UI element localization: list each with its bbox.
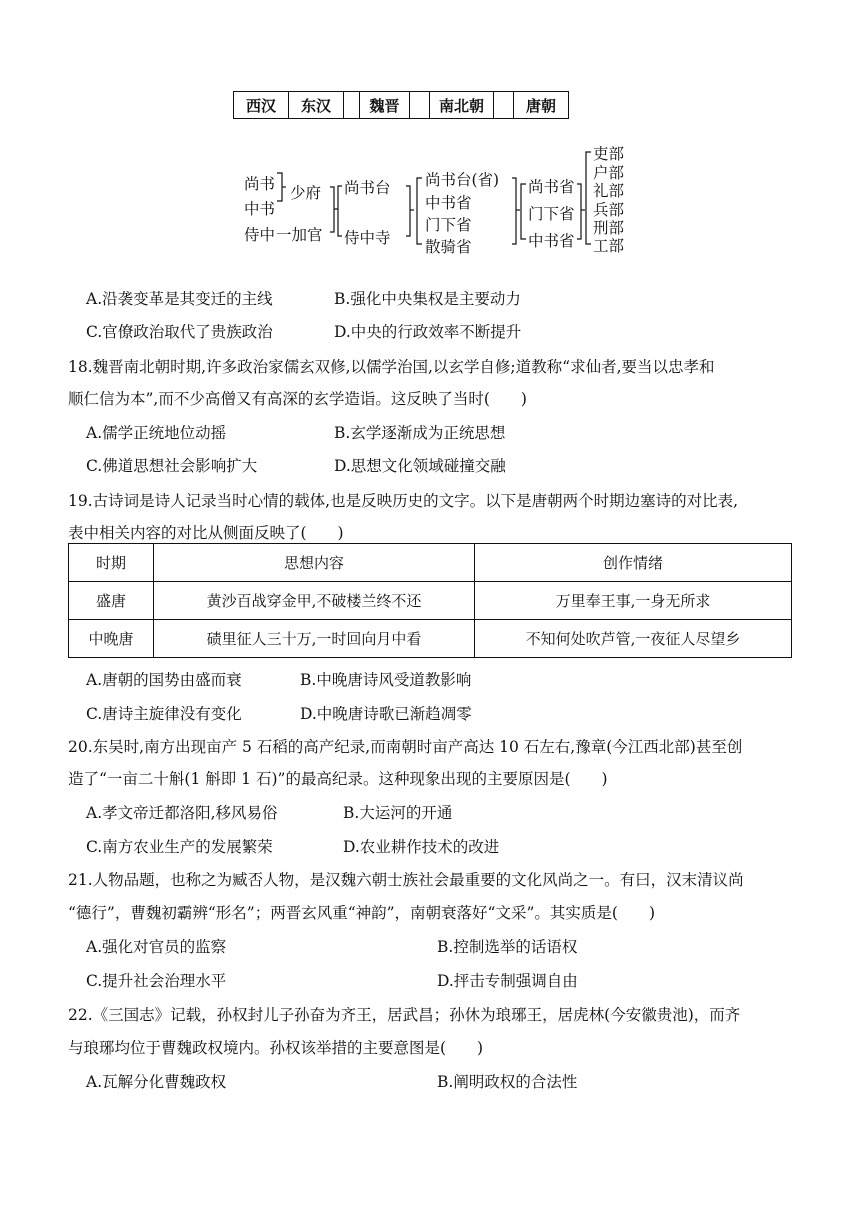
timeline-cell: 南北朝 [430, 92, 494, 118]
option-a: A.强化对官员的监察 [86, 938, 227, 956]
diagram-label: 侍中寺 [344, 229, 391, 247]
table-row [69, 620, 792, 658]
question-18-stem: 顺仁信为本”,而不少高僧又有高深的玄学造诣。这反映了当时( ) [68, 390, 527, 408]
option-c: C.佛道思想社会影响扩大 [86, 457, 258, 475]
diagram-label: 兵部 [593, 201, 625, 219]
option-a: A.瓦解分化曹魏政权 [86, 1073, 227, 1091]
diagram-label: 尚书台 [344, 179, 391, 197]
option-c: C.唐诗主旋律没有变化 [86, 705, 242, 723]
table-row [69, 582, 792, 620]
diagram-label: 散骑省 [425, 238, 472, 256]
question-19-stem: 19.古诗词是诗人记录当时心情的载体,也是反映历史的文字。以下是唐朝两个时期边塞诗的对比表, [68, 492, 739, 510]
diagram-label: 户部 [593, 164, 625, 182]
table-cell: 中晚唐 [69, 620, 154, 658]
diagram-label: 尚书 [244, 175, 276, 193]
diagram-label: 中书省 [425, 194, 472, 212]
government-evolution-diagram [230, 140, 650, 260]
timeline-gap [494, 92, 514, 118]
option-d: D.思想文化领域碰撞交融 [334, 457, 506, 475]
timeline-gap [410, 92, 430, 118]
option-d: D.抨击专制强调自由 [437, 972, 578, 990]
table-cell: 万里奉王事,一身无所求 [475, 582, 792, 620]
option-d: D.中央的行政效率不断提升 [334, 323, 522, 341]
option-d: D.农业耕作技术的改进 [343, 838, 500, 856]
timeline-cell: 东汉 [289, 92, 344, 118]
option-a: A.儒学正统地位动摇 [86, 424, 227, 442]
question-22-stem: 与琅琊均位于曹魏政权境内。孙权该举措的主要意图是( ) [68, 1039, 484, 1057]
option-a: A.沿袭变革是其变迁的主线 [86, 290, 273, 308]
diagram-label: 刑部 [593, 219, 625, 237]
question-20-stem: 造了“一亩二十斛(1 斛即 1 石)”的最高纪录。这种现象出现的主要原因是( ) [68, 770, 608, 788]
diagram-label: 礼部 [593, 182, 625, 200]
option-d: D.中晚唐诗歌已渐趋凋零 [300, 705, 472, 723]
diagram-label: 一加官 [276, 226, 323, 244]
diagram-label: 中书省 [528, 232, 575, 250]
question-22-stem: 22.《三国志》记载，孙权封儿子孙奋为齐王，居武昌；孙休为琅琊王，居虎林(今安徽贵池)，而齐 [68, 1006, 741, 1024]
option-b: B.阐明政权的合法性 [437, 1073, 578, 1091]
table-header-row [69, 544, 792, 582]
diagram-label: 吏部 [593, 145, 625, 163]
question-20-stem: 20.东吴时,南方出现亩产 5 石稻的高产纪录,而南朝时亩产高达 10 石左右,豫章(今江西北部)甚至创 [68, 738, 743, 756]
option-a: A.唐朝的国势由盛而衰 [86, 671, 242, 689]
option-b: B.强化中央集权是主要动力 [334, 290, 521, 308]
table-cell: 盛唐 [69, 582, 154, 620]
diagram-label: 门下省 [425, 216, 472, 234]
option-a: A.孝文帝迁都洛阳,移风易俗 [86, 804, 278, 822]
diagram-label: 工部 [593, 237, 625, 255]
timeline-cell: 西汉 [234, 92, 289, 118]
diagram-label: 侍中 [244, 226, 276, 244]
option-b: B.玄学逐渐成为正统思想 [334, 424, 506, 442]
option-b: B.中晚唐诗风受道教影响 [300, 671, 472, 689]
question-21-stem: 21.人物品题，也称之为臧否人物，是汉魏六朝士族社会最重要的文化风尚之一。有曰，汉末清议尚 [68, 871, 744, 889]
option-c: C.官僚政治取代了贵族政治 [86, 323, 273, 341]
option-c: C.提升社会治理水平 [86, 972, 227, 990]
question-18-stem: 18.魏晋南北朝时期,许多政治家儒玄双修,以儒学治国,以玄学自修;道教称“求仙者,要当以忠孝和 [68, 358, 715, 376]
question-19-stem: 表中相关内容的对比从侧面反映了( ) [68, 524, 344, 542]
option-c: C.南方农业生产的发展繁荣 [86, 838, 273, 856]
diagram-label: 少府 [290, 184, 322, 202]
table-cell: 黄沙百战穿金甲,不破楼兰终不还 [154, 582, 475, 620]
question-21-stem: “德行”，曹魏初霸辨“形名”；两晋玄风重“神韵”，南朝衰落好“文采”。其实质是( ) [68, 904, 655, 922]
option-b: B.控制选举的话语权 [437, 938, 578, 956]
timeline-cell: 魏晋 [360, 92, 410, 118]
table-cell: 不知何处吹芦管,一夜征人尽望乡 [475, 620, 792, 658]
timeline-cell: 唐朝 [525, 96, 556, 115]
diagram-label: 尚书台(省) [425, 171, 500, 189]
poetry-comparison-table [68, 543, 792, 658]
timeline-gap [344, 92, 360, 118]
table-header: 创作情绪 [475, 544, 792, 582]
table-header: 时期 [69, 544, 154, 582]
table-header: 思想内容 [154, 544, 475, 582]
diagram-label: 门下省 [528, 205, 575, 223]
diagram-label: 中书 [244, 200, 276, 218]
dynasty-timeline [233, 91, 569, 119]
diagram-label: 尚书省 [528, 178, 575, 196]
option-b: B.大运河的开通 [343, 804, 453, 822]
table-cell: 碛里征人三十万,一时回向月中看 [154, 620, 475, 658]
